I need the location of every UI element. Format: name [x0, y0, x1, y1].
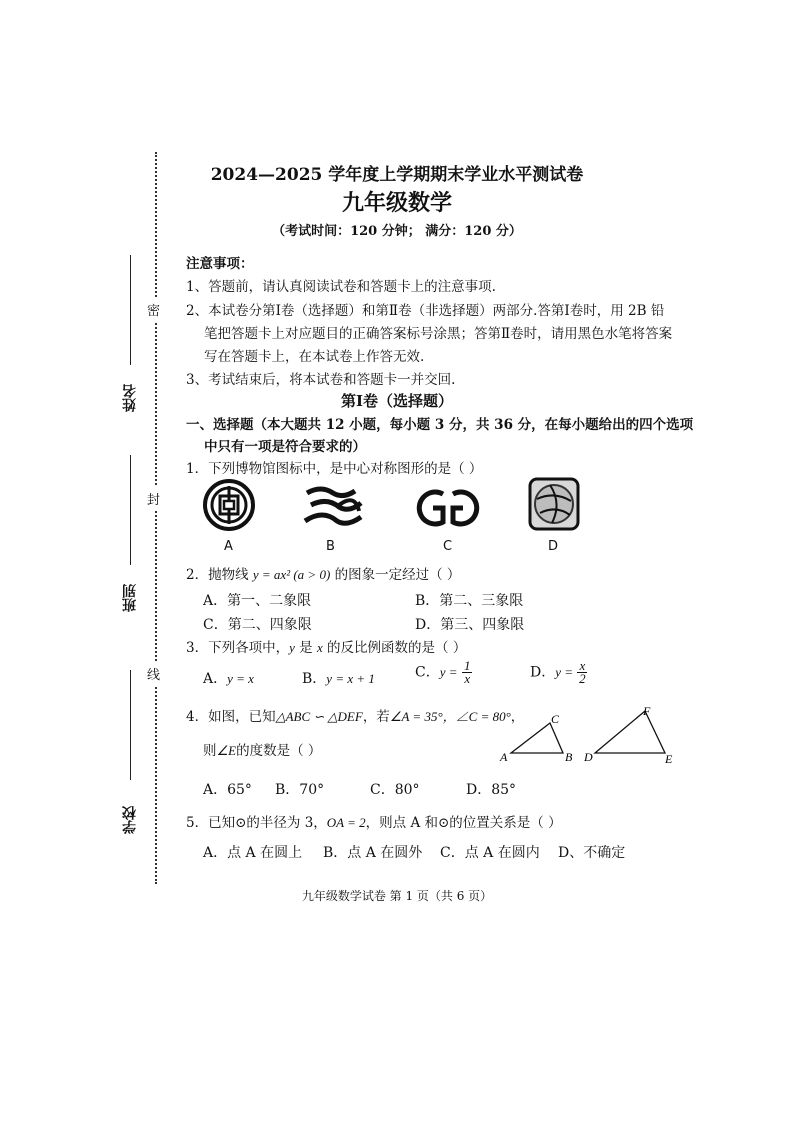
- q4-stem: [186, 706, 524, 728]
- page-footer: 九年级数学试卷 第 1 页（共 6 页）: [301, 889, 493, 903]
- q3-option-d-num: x: [579, 658, 586, 673]
- note-item: 2、本试卷分第Ⅰ卷（选择题）和第Ⅱ卷（非选择题）两部分.答第Ⅰ卷时，用 2B 铅: [186, 303, 665, 319]
- q2-option-a: A．第一、二象限: [203, 593, 312, 609]
- q5-option-d: D、不确定: [558, 845, 626, 861]
- section-heading-cont: 中只有一项是符合要求的）: [204, 439, 366, 455]
- q3-option-c-label: C．: [415, 664, 440, 681]
- q3-option-d-fraction: [577, 660, 587, 685]
- vertex-label-d: D: [584, 750, 593, 764]
- vertex-label-f: F: [643, 704, 651, 718]
- q2-option-c: C．第二、四象限: [203, 617, 312, 633]
- q5-option-a: A．点 A 在圆上: [203, 845, 303, 861]
- exam-title: 2024—2025 学年度上学期期末学业水平测试卷: [210, 165, 584, 185]
- q3-option-d: [530, 660, 587, 685]
- q3-stem-post: 的反比例函数的是（ ）: [322, 640, 467, 656]
- school-field-label: 学校: [122, 806, 138, 834]
- vertex-label-c: C: [551, 712, 560, 726]
- note-item: 笔把答题卡上对应题目的正确答案标号涂黑；答第Ⅱ卷时，请用黑色水笔将答案: [204, 326, 673, 342]
- seal-char-mi: 密: [147, 298, 160, 321]
- q5-option-b: B．点 A 在圆外: [323, 845, 423, 861]
- q4-option-b: B．70°: [275, 782, 325, 798]
- triangle-abc: [511, 723, 563, 753]
- q3-var-x: x: [316, 640, 323, 655]
- q4-stem-line2: [203, 740, 321, 762]
- seal-char-xian: 线: [147, 662, 160, 685]
- q5-stem: [186, 812, 562, 834]
- name-field-line: [130, 255, 131, 365]
- triangle-def: [595, 711, 665, 753]
- q1-label-b: B: [326, 539, 335, 554]
- q2-option-d: D．第三、四象限: [415, 617, 525, 633]
- q4-option-d: D．85°: [466, 782, 517, 798]
- q4-option-a: A．65°: [203, 782, 252, 798]
- q1-icon-b: [303, 485, 365, 529]
- q4-line2-post: 的度数是（ ）: [236, 743, 322, 759]
- q4-angles-expr: ∠A = 35°，∠C = 80°: [389, 709, 511, 724]
- q5-expr: OA = 2: [326, 815, 366, 830]
- school-field-line: [130, 670, 131, 780]
- note-item: 3、考试结束后，将本试卷和答题卡一并交回.: [186, 372, 456, 388]
- q3-option-c-fraction: [462, 660, 473, 685]
- q3-option-a-expr: y = x: [227, 671, 254, 686]
- q3-option-a-label: A．: [203, 671, 228, 687]
- q5-option-c: C．点 A 在圆内: [440, 845, 540, 861]
- q1-label-c: C: [443, 539, 453, 554]
- q4-option-c: C．80°: [370, 782, 420, 798]
- q4-stem-pre: 4．如图，已知: [186, 709, 276, 725]
- q3-option-d-label: D．: [530, 664, 556, 681]
- q4-stem-mid: ，若: [362, 709, 390, 725]
- q5-stem-post: ，则点 A 和⊙的位置关系是（ ）: [365, 815, 562, 831]
- exam-info: （考试时间：120 分钟； 满分：120 分）: [272, 224, 522, 239]
- q1-label-a: A: [224, 539, 233, 554]
- class-field-label: 班别: [122, 584, 138, 612]
- vertex-label-b: B: [565, 750, 573, 764]
- q4-angle-e: ∠E: [216, 743, 237, 758]
- q4-similar-expr: △ABC ∽ △DEF: [275, 709, 363, 724]
- q4-triangles-figure: [495, 703, 680, 768]
- q2-expr: y = ax² (a > 0): [252, 567, 331, 582]
- q3-option-c-num: 1: [463, 658, 471, 673]
- q4-line2-pre: 则: [203, 743, 217, 759]
- note-item: 1、答题前，请认真阅读试卷和答题卡上的注意事项.: [186, 279, 496, 295]
- q3-stem-mid: 是: [294, 640, 317, 656]
- note-item: 写在答题卡上，在本试卷上作答无效.: [204, 349, 425, 365]
- q3-stem-pre: 3．下列各项中，: [186, 640, 290, 656]
- q4-stem-end: ，: [510, 709, 525, 725]
- q2-stem: [186, 564, 460, 586]
- vertex-label-e: E: [665, 752, 673, 766]
- q1-icon-a: [203, 478, 255, 532]
- q3-option-d-lhs: y =: [555, 664, 574, 680]
- vertex-label-a: A: [500, 750, 508, 764]
- part1-title: 第Ⅰ卷（选择题）: [340, 392, 454, 410]
- section-heading: 一、选择题（本大题共 12 小题，每小题 3 分，共 36 分，在每小题给出的四个选项: [186, 417, 694, 433]
- q3-option-c-den: x: [464, 671, 471, 686]
- q2-stem-post: 的图象一定经过（ ）: [330, 567, 461, 583]
- q3-option-c: [415, 660, 472, 685]
- q1-icon-d: [528, 477, 580, 531]
- q3-option-d-den: 2: [579, 671, 586, 686]
- class-field-line: [130, 455, 131, 565]
- q3-option-b-label: B．: [302, 671, 327, 687]
- q2-stem-pre: 2．抛物线: [186, 567, 253, 583]
- q1-icon-c: [415, 486, 481, 530]
- q3-var-y: y: [289, 640, 295, 655]
- q3-option-a: [203, 668, 254, 688]
- subject-title: 九年级数学: [341, 190, 452, 216]
- q3-option-b-expr: y = x + 1: [326, 671, 375, 686]
- binding-dotted-line: [155, 152, 157, 884]
- notes-heading: 注意事项：: [186, 256, 254, 272]
- q3-option-b: [302, 668, 375, 688]
- q3-option-c-lhs: y =: [439, 664, 458, 680]
- name-field-label: 姓名: [122, 384, 138, 412]
- q3-stem: [186, 637, 466, 659]
- seal-char-feng: 封: [147, 487, 160, 510]
- q1-stem: 1．下列博物馆图标中，是中心对称图形的是（ ）: [186, 461, 483, 477]
- q5-stem-pre: 5．已知⊙的半径为 3，: [186, 815, 327, 831]
- q2-option-b: B．第二、三象限: [415, 593, 524, 609]
- q1-label-d: D: [548, 539, 559, 554]
